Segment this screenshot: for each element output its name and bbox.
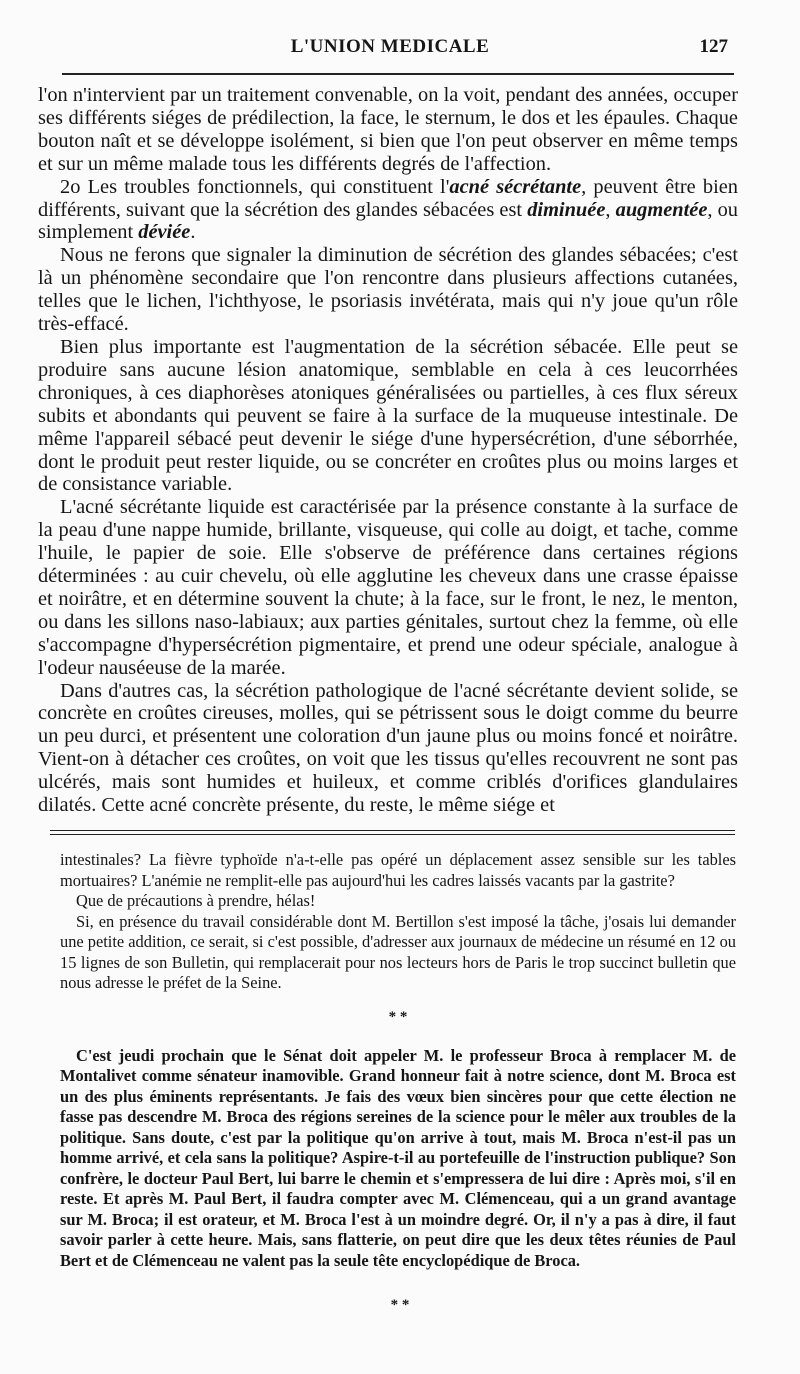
paragraph-3: Nous ne ferons que signaler la diminution de sécrétion des glandes sébacées; c'est là un phénomène secondaire que l'on rencontre dans plusieurs affections cutanées, telles que le lichen, l'ichthyose, le psoriasis invétérata, mais qui n'y joue qu'un rôle très-effacé. xyxy=(38,244,738,336)
paragraph-4: Bien plus importante est l'augmentation de la sécrétion sébacée. Elle peut se produire sans aucune lésion anatomique, semblable en cela à ces leucorrhées chroniques, à ces diaphorèses atoniques généralisées ou partielles, à ces flux séreux subits et abondants qui peuvent se faire à la surface de la muqueuse intestinale. De même l'appareil sébacé peut devenir le siége d'une hypersécrétion, d'une séborrhée, dont le produit peut rester liquide, ou se concréter en croûtes plus ou moins larges et de consistance variable. xyxy=(38,335,738,496)
note-paragraph-4: C'est jeudi prochain que le Sénat doit appeler M. le professeur Broca à remplacer M. de Montalivet comme sénateur inamovible. Grand honneur fait à notre science, dont M. Broca est un des plus éminents représentants. Je fais des vœux bien sincères pour que cette élection ne fasse pas descendre M. Broca des régions sereines de la science pour le mêler aux troubles de la politique. Sans doute, c'est par la politique qu'on arrive à tout, mais M. Broca n'est-il pas un homme arrivé, et cela sans la politique? Aspire-t-il au portefeuille de l'instruction publique? Son confrère, le docteur Paul Bert, lui barre le chemin et s'empressera de lui dire : Après moi, s'il en reste. Et après M. Paul Bert, il faudra compter avec M. Clémenceau, qui a un grand avantage sur M. Broca; il est orateur, et M. Broca l'est à un moindre degré. Or, il n'y a pas à dire, il faut savoir parler à cette heure. Mais, sans flatterie, on peut dire que les deux têtes réunies de Paul Bert et de Clémenceau ne valent pas la seule tête encyclopédique de Broca. xyxy=(60,1045,736,1270)
paragraph-5: L'acné sécrétante liquide est caractérisée par la présence constante à la surface de la peau d'une nappe humide, brillante, visqueuse, qui colle au doigt, et tache, comme l'huile, le papier de soie. Elle s'observe de préférence dans certaines régions déterminées : au cuir chevelu, où elle agglutine les cheveux dans une crasse épaisse et noirâtre, et en détermine souvent la chute; à la face, sur le front, le nez, le menton, ou dans les sillons naso-labiaux; aux parties génitales, surtout chez la femme, où elle s'accompagne d'hypersécrétion pigmentaire, et prend une odeur spéciale, analogue à l'odeur nauséeuse de la marée. xyxy=(38,496,738,679)
separator-rule-2 xyxy=(50,834,735,835)
page-number: 127 xyxy=(699,36,728,57)
term-diminuee: diminuée xyxy=(527,198,606,221)
section-stars: * * xyxy=(388,1008,408,1025)
paragraph-1: l'on n'intervient par un traitement convenable, on la voit, pendant des années, occuper ses différents siéges de prédilection, la face, le sternum, le dos et les épaules. Chaque bouton naît et se développe isolément, si bien que l'on peut observer en même temps et sur un même malade tous les différents degrés de l'affection. xyxy=(38,84,738,175)
term-acne-secretante: acné sécrétante xyxy=(449,175,582,198)
paragraph-6: Dans d'autres cas, la sécrétion pathologique de l'acné sécrétante devient solide, se concrète en croûtes cireuses, molles, qui se pétrissent sous le doigt comme du beurre un peu durci, et présentent une coloration d'un jaune plus ou moins foncé et noirâtre. Vient-on à détacher ces croûtes, on voit que les tissus qu'elles recouvrent ne sont pas ulcérés, mais sont humides et huileux, et comme criblés d'orifices glandulaires dilatés. Cette acné concrète présente, du reste, le même siége et xyxy=(38,679,738,817)
main-text xyxy=(38,84,738,817)
paragraph-2: 2o Les troubles fonctionnels, qui constituent l'acné sécrétante, peuvent être bien différents, suivant que la sécrétion des glandes sébacées est diminuée, augmentée, ou simplement déviée. xyxy=(38,175,739,244)
feuilleton-text xyxy=(60,850,736,1271)
header-rule xyxy=(62,73,734,75)
section-stars-bottom: * * xyxy=(390,1297,410,1313)
running-head: L'UNION MEDICALE xyxy=(290,36,490,57)
term-deviee: déviée xyxy=(138,221,191,244)
note-paragraph-3: Si, en présence du travail considérable dont M. Bertillon s'est imposé la tâche, j'osais lui demander une petite addition, ce serait, si c'est possible, d'adresser aux journaux de médecine un résumé en 12 ou 15 lignes de son Bulletin, qui remplacerait pour nos lecteurs hors de Paris le trop succinct bulletin que nous adresse le préfet de la Seine. xyxy=(60,911,736,992)
separator-rule-1 xyxy=(50,830,735,831)
note-paragraph-2: Que de précautions à prendre, hélas! xyxy=(76,891,316,910)
term-augmentee: augmentée xyxy=(615,198,708,221)
note-paragraph-1: intestinales? La fièvre typhoïde n'a-t-elle pas opéré un déplacement assez sensible sur les tables mortuaires? L'anémie ne remplit-elle pas aujourd'hui les cadres laissés vacants par la gastrite? xyxy=(60,850,736,890)
